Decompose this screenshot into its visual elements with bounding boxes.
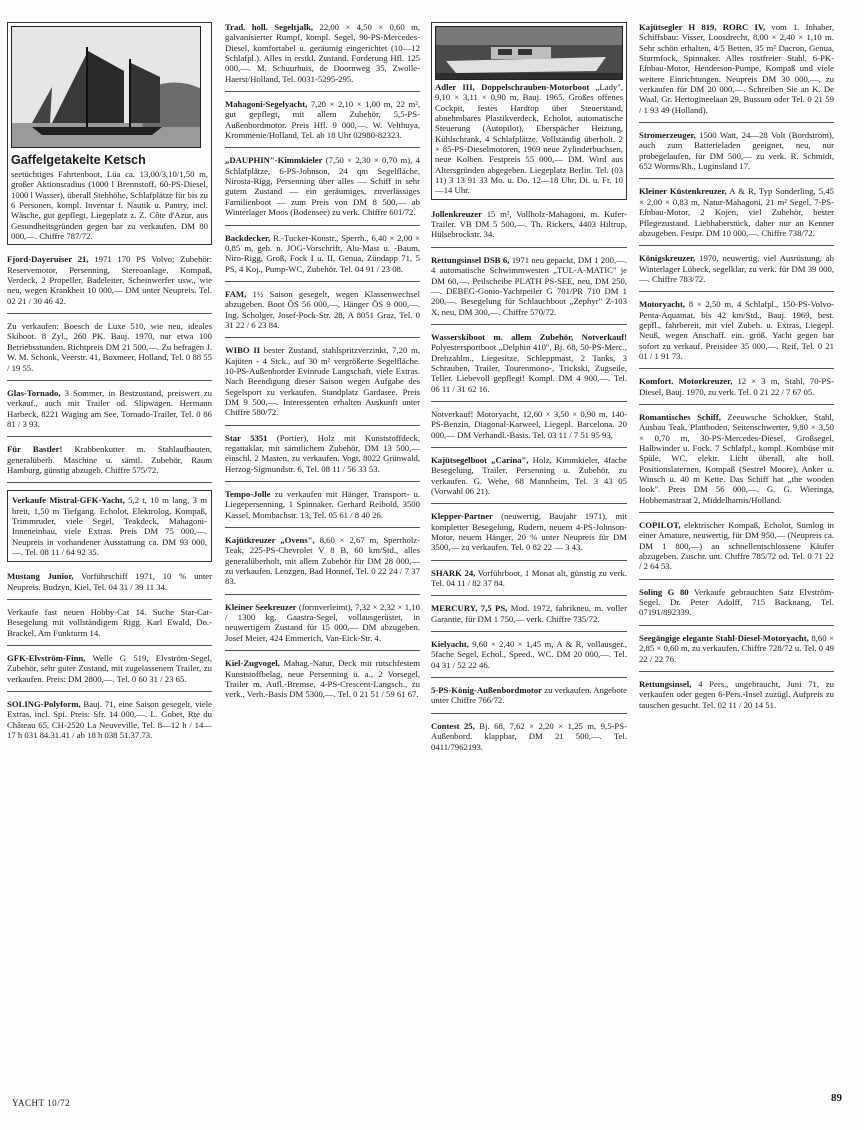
classified-ad xyxy=(7,699,212,747)
classified-ad xyxy=(7,571,212,600)
classified-ad xyxy=(431,603,627,632)
classified-ad xyxy=(639,633,834,672)
classified-ad xyxy=(431,209,627,248)
ad-text: elektrischer Kompaß, Echolot, Sumlog in einer Amature, neuwertig, für DM 950,— (Neupreis ca. DM 1 800,—) an schnellentschlossene Käufer abzugeben. Zuschr. unt. Chiffre 785/72 od. Tel. 0 71 22 / 2 64 53. xyxy=(639,520,834,572)
ad-text: 8,60 × 2,67 m, Sperrholz-Teak, 225-PS-Chevrolet V 8 B, 60 km/Std., alles generalüberholt, mit allem Zubehör für DM 28 000,— zu verkaufen. Lenzgen, Bad Honnef, Tel. 0 22 24 / 7 37 83. xyxy=(225,535,420,587)
ad-text: 1970, neuwertig, viel Ausrüstung, ab Winterlager Lübeck, segelklar, zu verk. für DM 39 000,—. Chiffre 783/72. xyxy=(639,253,834,284)
ad-text: Bj. 68, 7,62 × 2,20 × 1,25 m, 9,5-PS-Außenbord. klappbar, DM 21 500,—. Tel. 0411/7962193. xyxy=(431,720,627,752)
adler-box-ad xyxy=(431,22,627,200)
motorboat-photo xyxy=(435,26,623,80)
ad-heading: Kajütsegelboot „Carina", xyxy=(431,454,529,465)
ad-text: Mahag.-Natur, Deck mit rutschfestem Kunststoffbelag, neue Persenning ü. a., 2 Vorsegel, Trailer m. Aufl.-Bremse, 4-PS-Crescent-Langsch., zu verk., Verh.-Basis DM 5300,—. Tel. 0 21 51 / 59 61 67. xyxy=(225,658,420,700)
ad-heading: Kiel-Zugvogel, xyxy=(225,658,280,669)
ad-text: (formverleimt), 7,32 × 2,32 × 1,10 / 1300 kg, Gaastra-Segel, vollausgerüstet, in neuwertigem Zustand für 15 000,— DM abzugeben. Josef Meier, 424 Emmerich, Van-Eick-Str. 4. xyxy=(225,601,421,643)
ad-text: 3 Sommer, in Bestzustand, preiswert zu verkauf., auch mit Trailer od. Slipwagen. Hermann Harbeck, 8221 Waging am See, Tornado-Trailer, Tel. 0 86 81 / 3 93. xyxy=(7,387,212,429)
ad-text: Vorführschiff 1971, 10 % unter Neupreis. Budzyn, Kiel, Tel. 04 31 / 39 11 34. xyxy=(7,571,212,592)
ad-text: 1971 neu gepackt, DM 1 200,—. 4 automatische Schwimmwesten „TUL-A-MATIC" je DM 60,—. Peilscheibe PLATH PS-SEE, neu, DM 250,—. DEBEG-Gonio-Yachtpeiler G 701/PR 710 DM 1 200,—. Besegelung für Schlauchboot „Zephyr" Z-103 X, neu, DM 300,—. Chiffre 570/72. xyxy=(431,254,627,317)
classified-ad xyxy=(431,455,627,504)
classified-ad xyxy=(639,299,834,369)
ad-text: 1500 Watt, 24—28 Volt (Bordstrom), auch zum Batterieladen geeignet, neu, nur probegelaufen, für DM 500,— zu verk. R. Schmidt, 652 Worms/Rh., Luginsland 17. xyxy=(639,130,834,172)
ad-text: 22,00 × 4,50 × 0,60 m, galvanisierter Rumpf, kompl. Segel, 90-PS-Mercedes-Diesel, komfortabel u. geräumig eingerichtet (10—12 Schlafpl.). Alles in erstkl. Zustand. Forderung Hfl. 125 000,—. M. Schuurhuis, de Doornweg 35, Zwolle-Haerst/Holland, Tel. 0031-5295-295. xyxy=(225,22,420,84)
magazine-issue-label: YACHT 10/72 xyxy=(12,1098,71,1108)
ketsch-photo xyxy=(11,26,201,148)
ad-heading: Rettungsinsel DSB 6, xyxy=(431,254,510,265)
ad-text: A & R, Typ Sonderling, 5,45 × 2,00 × 0,83 m, Natur-Mahagoni, 21 m² Segel, 7-PS-Einbau-Motor, 2 Kojen, viel Zubehör, bester Pflegezustand. Liebhaberstück, daher nur an Kenner abzugeben. Festpr. DM 10 000,—. Chiffre 738/72. xyxy=(639,186,834,238)
classified-ad xyxy=(225,535,420,595)
ad-text: Krabbenkutter m. Stahlaufbauten, generalüberh. Maschine u. sämtl. Zubehör, Raum Hamburg, günstig abzugeb. Chiffre 575/72. xyxy=(7,444,212,475)
ad-heading: Kleiner Küstenkreuzer, xyxy=(639,186,727,197)
ketsch-title: Gaffelgetakelte Ketsch xyxy=(11,153,146,167)
ad-heading: Backdecker, xyxy=(225,232,271,243)
ad-heading: Kajütkreuzer „Ovens", xyxy=(225,535,315,546)
ad-heading: Jollenkreuzer xyxy=(431,208,482,219)
ad-heading: MERCURY, 7,5 PS, xyxy=(431,603,508,614)
mistral-framed-ad xyxy=(7,490,212,562)
classified-ad xyxy=(225,489,420,528)
ad-text: Zu verkaufen: Boesch de Luxe 510, wie neu, ideales Skiboot. 8 Zyl., 260 PK. Bauj. 1970, nur etwa 100 Betriebsstunden. Richtpreis DM 21 500,—. Zu befragen J. W. M. Schonk, Veerstr. 41, Boxmeer, Holland, Tel. 0 88 55 / 19 55. xyxy=(7,321,212,373)
ad-text: 1971 170 PS Volvo; Zubehör: Reservemotor, Persenning, Stereoanlage, Kompaß, Verdeck, 2 Propeller, Badeleiter, Scheinwerfer usw., wie neu, wegen Krankheit 10 000,— DM unter Neupreis. Tel. 02 21 / 30 46 42. xyxy=(7,254,212,306)
classified-ad xyxy=(431,255,627,325)
ad-heading: Romantisches Schiff, xyxy=(639,411,721,422)
classified-ad xyxy=(431,685,627,714)
classified-ad xyxy=(431,721,627,759)
page-number: 89 xyxy=(831,1092,842,1104)
classified-ad xyxy=(225,155,420,225)
ad-text: Polyestersportboot „Delphin 410", Bj. 68, 50-PS-Merc., Drehzahlm., Liegesitze, Schleppmast, 2 Tanks, 3 Schrauben, Trailer, Tourenmono-, Trickski, Zugseile, Teller. Liebevoll gepflegt! Kompl. DM 4 900,—. Tel. 06 11 / 31 62 16. xyxy=(431,342,627,394)
classified-ad xyxy=(639,253,834,292)
ad-text: zu verkaufen mit Hänger, Transport- u. Liegepersenning, 1 Spinnaker. Gerhard Reibold, 3500 Kassel, Mombachstr. 13, Tel. 05 61 / 8 40 26. xyxy=(225,489,420,520)
ad-text: Mod. 1972, fabrikneu, m. voller Garantie, für DM 1 750,— verk. Chiffre 735/72. xyxy=(431,603,627,624)
ad-text: Vorführboot, 1 Monat alt, günstig zu verk. Tel. 04 11 / 82 37 84. xyxy=(431,567,627,589)
ad-heading: Komfort. Motorkreuzer, xyxy=(639,376,733,387)
classified-ad xyxy=(225,22,420,92)
classified-ad xyxy=(431,639,627,678)
classified-ad xyxy=(639,587,834,626)
ad-heading: Kajütsegler H 819, RORC IV, xyxy=(639,22,766,32)
ad-heading: Fjord-Dayeruiser 21, xyxy=(7,254,89,265)
ad-heading: GFK-Elvström-Finn, xyxy=(7,653,86,664)
classified-ad xyxy=(431,568,627,597)
ad-text: (neuwertig, Baujahr 1971), mit kompletter Besegelung, Rudern, neuem 4-PS-Johnson-Motor, neuem Hänger, 20 % unter Neupreis für DM 3500,— zu verkaufen. Tel. 0 82 22 — 3 43. xyxy=(431,511,627,553)
ad-text: Notverkauf! Motoryacht, 12,60 × 3,50 × 0,90 m, 140-PS-Benzin, Diagonal-Karweel, Liegepl. Barcelona. 20 000,— DM Verhandl.-Basis. Tel. 03 11 / 7 51 95 93. xyxy=(431,408,627,440)
column-3 xyxy=(431,22,627,766)
ad-heading: Star 5351 xyxy=(225,432,268,443)
ad-text: (7,50 × 2,30 × 0,70 m), 4 Schlafplätze, 6-PS-Johnson, 24 qm Segelfläche, Nirosta-Rigg, Persenning über alles — Schiff in sehr gutem Zustand — ein geräumiges, zuverlässiges Familienboot — zum Preis von DM 8 500,— ab Winterlager Moos (Bodensee) zu verk. Chiffre 601/72. xyxy=(225,155,420,218)
ad-heading: Wasserskiboot m. allem Zubehör, Notverkauf! xyxy=(431,331,627,342)
classified-ad xyxy=(225,658,420,706)
ad-heading: Soling G 80 xyxy=(639,586,689,597)
classified-ad xyxy=(431,511,627,560)
ketsch-text: seetüchtiges Fahrtenboot, Lüa ca. 13,00/3,10/1,50 m, großer Aktionsradius (1000 l Brennstoff, 60-PS-Diesel, 1000 l Wasser), überall Stehhöhe, Schlafplätze für bis zu 6 Personen, kompl. Inventar f. Nautik u. Pantry, incl. Wäsche, gut gepflegt, Liegeplatz z. Z. Côte d'Azur, aus Gesundheitsgründen gegen bar zu verkaufen. DM 80 000,—. Chiffre 787/72. xyxy=(11,169,208,242)
classified-ad xyxy=(639,186,834,246)
ad-heading: Seegängige elegante Stahl-Diesel-Motoryacht, xyxy=(639,632,809,643)
ad-heading: Adler III, Doppelschrauben-Motorboot xyxy=(435,82,590,92)
ad-heading: Für Bastler! xyxy=(7,444,63,455)
ad-heading: FAM, xyxy=(225,288,247,299)
ad-text: bester Zustand, stahlspritzverzinkt, 7,20 m, Kajüten - 4 Stck., auf 30 m² vergrößerte Segelfläche. 10-PS-Außenborder Evinrude Langschaft, viele Extras. Nach Beendigung dieser Saison wegen Aufgabe des Segelsport zu verkaufen. Standplatz Gardasee. Preis DM 9 500,—. Interessenten erhalten Auskunft unter Chiffre 580/72. xyxy=(225,345,420,418)
classified-ad xyxy=(7,444,212,483)
ad-heading: Contest 25, xyxy=(431,720,475,731)
ad-text: 9,60 × 2,40 × 1,45 m, A & R, vollausger., 5fache Segel, Echol., Speed., WC. DM 20 000,—. Tel. 04 31 / 52 22 46. xyxy=(431,639,627,670)
classified-ad xyxy=(431,332,627,402)
classified-ad xyxy=(639,520,834,580)
ad-heading: Rettungsinsel, xyxy=(639,678,692,689)
ad-heading: Stromerzeuger, xyxy=(639,130,696,141)
ad-text: zu verkaufen. Angebote unter Chiffre 766/72. xyxy=(431,685,627,706)
ad-heading: Kleiner Seekreuzer xyxy=(225,601,297,612)
ad-heading: Motoryacht, xyxy=(639,299,686,310)
classified-ad xyxy=(225,345,420,425)
classified-ad xyxy=(7,607,212,646)
ad-heading: Glas-Tornado, xyxy=(7,387,61,398)
ad-heading: Tempo-Jolle xyxy=(225,489,271,500)
classified-ad xyxy=(7,653,212,692)
ad-text: Verkaufe fast neuen Hobby-Cat 14. Suche Star-Cat-Besegelung mit vollständigem Rigg. Karl Ewald, Do.-Brackel, Am Funkturm 14. xyxy=(7,607,212,638)
adler-text xyxy=(435,82,623,196)
classified-ad xyxy=(639,412,834,513)
ad-heading: Trad. holl. Segeltjalk, xyxy=(225,22,314,32)
ad-text: 8,60 × 2,85 × 0,60 m, zu verkaufen. Chiffre 728/72 u. Tel. 0 49 22 / 22 76. xyxy=(639,632,834,664)
ad-heading: Königskreuzer, xyxy=(639,253,696,264)
ad-text: 5,2 t, 10 m lang, 3 m breit, 1,50 m Tiefgang. Echolot, Elektrolog, Kompaß, Trimmruder, viele Segel, Teakdeck, Mahagoni-Inneneinbau, viele Extras. Preis DM 75 000,—. Neupreis in vorhandener Ausstattung ca. DM 93 000,—. Tel. 08 11 / 64 92 35. xyxy=(12,495,207,557)
classified-ad xyxy=(225,602,420,651)
ad-text: R.-Tucker-Konstr., Sperrh., 6,40 × 2,00 × 0,85 m, geb. n. JOG-Vorschrift, Alu-Mast u. -Baum, Niro-Rigg, Groß, Fock I u. II, Genua, Zündapp 71, 5 PS, 4 Koj., Pump-WC, Zubehör. Tel. 04 91 / 23 08. xyxy=(225,232,420,274)
column-4 xyxy=(639,22,834,724)
ad-heading: SHARK 24, xyxy=(431,567,476,578)
ad-text: Holz, Kimmkieler, 4fache Besegelung, Trailer, Persenning u. Zubehör, zu verkaufen. G. Wehe, 68 Mannheim, Tel. 3 43 05 (Vorwahl 06 21). xyxy=(431,454,627,496)
classified-ad xyxy=(7,321,212,381)
ad-text: 7,20 × 2,10 × 1,00 m, 22 m², gut gepflegt, mit allem Zubehör, 5,5-PS-Außenbordmotor. Preis Hfl. 9 000,—. W. Velthuya, Krommenie/Holland, Tel. ab 18 Uhr 02980-82323. xyxy=(225,99,420,141)
ad-heading: Mahagoni-Segelyacht, xyxy=(225,99,308,110)
classified-ad xyxy=(7,388,212,437)
ad-text: 1½ Saison gesegelt, wegen Klassenwechsel abzugeben. Boot ÖS 56 000,—, Hänger ÖS 9 000,—. Ing. Scholger, Josef-Pock-Str. 28, A 8051 Graz, Tel. 0 31 22 / 6 23 84. xyxy=(225,288,420,330)
column-2 xyxy=(225,22,420,714)
ad-text: vom 1. Inhaber, Schiffsbau: Visser, Loosdrecht, 8,00 × 2,40 × 1,10 m. Sehr schön erhalten, 4/5 Betten, 35 m² Dacron, Genua, Sturmfock, Spinnaker. Alles rostfreier Stahl, 6-PK-Einbau-Motor, Henderson-Pumpe, Kompaß und viele weitere Einrichtungen. Neupreis DM 30 000,—, zu verkaufen für DM 20 000,—. Schreiben Sie an K. De Waal, Gr. Hertogineelaan 29, Bussum oder Tel. 0 21 59 / 1 93 49 (Holland). xyxy=(639,22,834,115)
ad-text: Welle G 519, Elvström-Segel, Zubehör, sehr guter Zustand, mit zugelassenem Trailer, zu verkaufen. Preis: DM 2800,—. Tel. 0 60 31 / 23 65. xyxy=(7,653,212,684)
classified-ad xyxy=(225,433,420,482)
ad-text: 15 m², Vollholz-Mahagoni, m. Kufer-Trailer. VB DM 5 500,—. Th. Rickers, 4403 Hiltrup, Hülsebrockstr. 34. xyxy=(431,208,627,240)
ad-text: (Portier), Holz mit Kunststoffdeck, regattaklar, mit sämtlichem Zubehör, DM 13 500,— einschl. 2 Masten, zu verkaufen. Vogt, 8022 Grünwald, Herzog-Sigmundstr. 6, Tel. 08 11 / 56 33 53. xyxy=(225,432,420,474)
classified-ad xyxy=(431,409,627,448)
classified-ad xyxy=(639,130,834,179)
ad-heading: COPILOT, xyxy=(639,520,681,531)
ad-heading: Kielyacht, xyxy=(431,639,469,650)
classified-ad xyxy=(225,99,420,148)
ad-heading: Klepper-Partner xyxy=(431,511,493,522)
ad-heading: Mustang Junior, xyxy=(7,571,74,582)
ad-text: Verkaufe gebrauchten Satz Elvström-Segel. Dr. Peter Adolff, 715 Backnang, Tel. 07191/892339. xyxy=(639,586,834,618)
ad-heading: SOLING-Polyform, xyxy=(7,699,81,710)
ad-text: „Lady", 9,10 × 3,11 × 0,90 m, Bauj. 1965. Großes offenes Cockpit, festes Hardtop über Steuerstand, abnehmbares Plastikverdeck, Echolot, automatische Steuerung (Autopilot), Eberspächer Heizung, Kühlschrank, 4 Schlafplätze. Vollständig überholt. 2 × 85-PS-Dieselmotoren, 1969 neue Zylinderbuchsen, neue Kolben. Festpreis 55 000,— DM. Wird aus Altersgründen abgegeben. Liegeplatz Berlin. Tel. (03 11) 3 13 91 33 Mo. u. Do. 12—18 Uhr, Di. u. Fr. 10—14 Uhr. xyxy=(435,82,623,196)
classified-ad xyxy=(639,679,834,717)
ad-heading: WIBO II xyxy=(225,345,261,356)
classified-ad xyxy=(7,254,212,314)
ad-heading: „DAUPHIN"-Kimmkieler xyxy=(225,155,323,166)
ad-text: 4 Pers., ungebraucht, Juni 71, zu verkaufen oder gegen 6-Pers.-Insel zuzügl. Aufpreis zu tauschen gesucht. Tel. 02 11 / 20 14 51. xyxy=(639,678,834,710)
classified-ad xyxy=(225,289,420,338)
classified-ad xyxy=(639,376,834,405)
column-1 xyxy=(7,22,212,754)
classified-ad xyxy=(639,22,834,123)
ad-text: 8 × 2,50 m, 4 Schlafpl., 150-PS-Volvo-Penta-Aquamat, bis 42 km/Std., Bauj. 1969, best. gepfl., fahrbereit, mit viel Zubeh. u. Extras, Liegepl. Neuß, wegen Anschaff. ein. größ. Yacht gegen bar sofort zu verkauf. Preisidee 35 000,—. Reif, Tel. 0 21 01 / 1 91 73. xyxy=(639,299,834,361)
classified-ad xyxy=(225,233,420,282)
ad-text: 12 × 3 m, Stahl, 70-PS-Diesel, Bauj. 1970, zu verk. Tel. 0 21 22 / 7 67 05. xyxy=(639,376,834,397)
ad-text: Bauj. 71, eine Saison gesegelt, viele Extras, incl. Spi. Preis: Sfr. 14 000,—. L. Gobet, Rte du Château 65, CH-2520 La Neuveville, Tel. 8—12 h / 14—17 h 031 84.31.41 / ab 18 h 038 51.37.73. xyxy=(7,699,212,741)
ad-text: Zeeuwsche Schokker, Stahl, Ausbau Teak, Plattboden, Seitenschwerter, 9,80 × 3,50 × 0,70 m, 30-PS-Mercedes-Diesel, Großsegel, Halbwinder u. Fock. 7 Schlafpl., kompl. Kombüse mit Spüle, WC, elektr. Licht überall, alte holl. Positionslaternen, Kompaß (Sestrel Moore), Anker u. Winsch u. 40 m Kette. Das Schiff hat „the wooden look". Preis DM 56 000,—. G. G. Wieringa, Hobbemastraat 2, Middelharnis/Holland. xyxy=(639,411,834,505)
ad-heading: 5-PS-König-Außenbordmotor xyxy=(431,685,543,696)
ad-heading: Verkaufe Mistral-GFK-Yacht, xyxy=(12,495,125,506)
ketsch-box-ad xyxy=(7,22,212,245)
